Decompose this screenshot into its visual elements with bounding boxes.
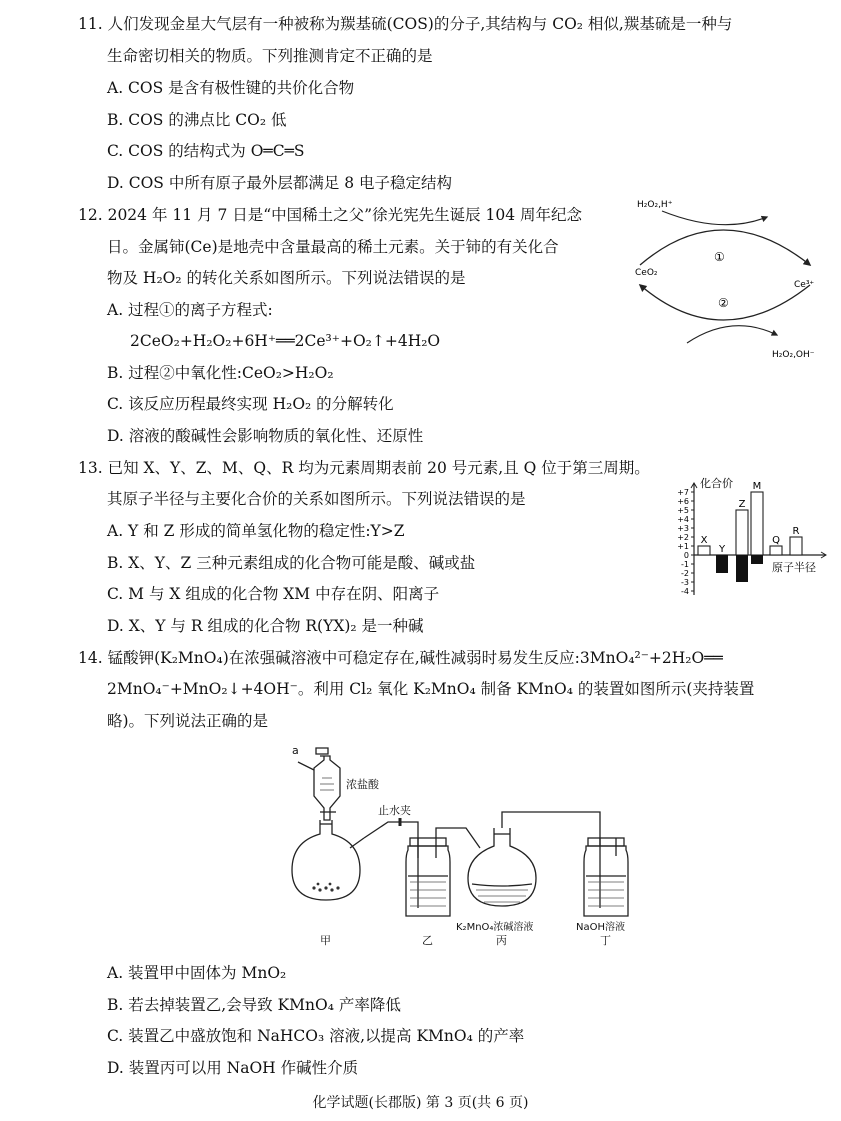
bar-positive-Q <box>770 546 782 555</box>
y-tick-label: +6 <box>677 497 689 506</box>
q14-option-d: D. 装置丙可以用 NaOH 作碱性介质 <box>107 1059 359 1077</box>
tube-to-ding <box>502 812 600 846</box>
label-circle-2: ② <box>718 296 729 310</box>
y-tick-label: +5 <box>677 506 689 515</box>
bar-positive-X <box>698 546 710 555</box>
y-tick-label: -3 <box>681 578 689 587</box>
bar-positive-R <box>790 537 802 555</box>
arc-process-1 <box>640 230 810 265</box>
bar-negative-Y <box>716 555 728 573</box>
q11-stem-line2: 生命密切相关的物质。下列推测肯定不正确的是 <box>107 47 433 65</box>
bottle-yi-stopper <box>410 838 446 846</box>
ce-cycle-diagram <box>632 195 832 365</box>
label-k2mno4-solution: K₂MnO₄浓碱溶液 <box>456 922 534 933</box>
q13-option-d: D. X、Y 与 R 组成的化合物 R(YX)₂ 是一种碱 <box>107 617 424 635</box>
q12-option-d: D. 溶液的酸碱性会影响物质的氧化性、还原性 <box>107 427 424 445</box>
y-tick-label: +1 <box>677 542 689 551</box>
dropping-funnel <box>314 756 340 820</box>
q14-option-c: C. 装置乙中盛放饱和 NaHCO₃ 溶液,以提高 KMnO₄ 的产率 <box>107 1027 525 1045</box>
q12-option-b: B. 过程②中氧化性:CeO₂>H₂O₂ <box>107 364 334 382</box>
y-tick-label: +3 <box>677 524 689 533</box>
bottle-ding <box>584 846 628 916</box>
q12-equation: 2CeO₂+H₂O₂+6H⁺══2Ce³⁺+O₂↑+4H₂O <box>130 332 441 350</box>
label-h2o2-h: H₂O₂,H⁺ <box>637 200 673 210</box>
category-label-Z: Z <box>738 499 746 510</box>
bottle-ding-stopper <box>588 838 624 846</box>
y-tick-label: +4 <box>677 515 689 524</box>
flask-bing <box>468 828 536 906</box>
q13-option-b: B. X、Y、Z 三种元素组成的化合物可能是酸、碱或盐 <box>107 554 476 572</box>
arc-reactant-1 <box>662 211 767 225</box>
flask-side-arm <box>350 838 364 848</box>
q11-option-b: B. COS 的沸点比 CO₂ 低 <box>107 111 287 129</box>
label-conc-hcl: 浓盐酸 <box>346 778 379 791</box>
bottle-yi <box>406 846 450 916</box>
q13-option-a: A. Y 和 Z 形成的简单氢化物的稳定性:Y>Z <box>107 522 405 540</box>
page-footer: 化学试题(长郡版) 第 3 页(共 6 页) <box>312 1095 529 1111</box>
category-label-M: M <box>752 481 762 492</box>
y-tick-label: -1 <box>681 560 689 569</box>
q12-stem-line1: 12. 2024 年 11 月 7 日是“中国稀土之父”徐光宪先生诞辰 104 周年纪念 <box>78 206 583 224</box>
apparatus-diagram <box>280 738 660 948</box>
q13-option-c: C. M 与 X 组成的化合物 XM 中存在阴、阳离子 <box>107 585 440 603</box>
label-yi: 乙 <box>422 934 433 947</box>
category-label-X: X <box>700 535 708 546</box>
q14-option-b: B. 若去掉装置乙,会导致 KMnO₄ 产率降低 <box>107 996 401 1014</box>
q11-option-a: A. COS 是含有极性键的共价化合物 <box>107 79 355 97</box>
q11-stem-line1: 11. 人们发现金星大气层有一种被称为羰基硫(COS)的分子,其结构与 CO₂ 相似,羰基硫是一种与 <box>78 15 733 33</box>
label-ce3: Ce³⁺ <box>794 280 815 290</box>
label-ding: 丁 <box>600 934 611 947</box>
q11-option-c: C. COS 的结构式为 O═C═S <box>107 142 305 160</box>
label-jia: 甲 <box>320 934 331 947</box>
label-naoh-solution: NaOH溶液 <box>576 922 625 933</box>
y-tick-label: -4 <box>681 587 689 596</box>
q12-stem-line3: 物及 H₂O₂ 的转化关系如图所示。下列说法错误的是 <box>107 269 466 287</box>
y-tick-label: +2 <box>677 533 689 542</box>
category-label-Q: Q <box>772 535 780 546</box>
category-label-Y: Y <box>718 544 726 555</box>
tube-to-yi <box>392 822 418 858</box>
label-clamp: 止水夹 <box>378 804 411 817</box>
category-label-R: R <box>792 526 800 537</box>
q14-stem-line2: 2MnO₄⁻+MnO₂↓+4OH⁻。利用 Cl₂ 氧化 K₂MnO₄ 制备 KMnO₄ 的装置如图所示(夹持装置 <box>107 680 755 698</box>
x-axis-label: 原子半径 <box>772 561 816 574</box>
label-ceo2: CeO₂ <box>635 268 658 278</box>
q13-stem-line2: 其原子半径与主要化合价的关系如图所示。下列说法错误的是 <box>107 490 526 508</box>
solid-particles <box>312 883 339 892</box>
q12-option-a: A. 过程①的离子方程式: <box>107 301 273 319</box>
y-tick-label: -2 <box>681 569 689 578</box>
bar-positive-Z <box>736 510 748 555</box>
bar-negative-M <box>751 555 763 564</box>
q12-option-c: C. 该反应历程最终实现 H₂O₂ 的分解转化 <box>107 395 394 413</box>
bar-positive-M <box>751 492 763 555</box>
label-bing: 丙 <box>496 934 507 947</box>
y-axis-label: 化合价 <box>700 477 733 490</box>
arc-reactant-2 <box>687 326 777 343</box>
pressure-tube <box>298 762 314 770</box>
q13-stem-line1: 13. 已知 X、Y、Z、M、Q、R 均为元素周期表前 20 号元素,且 Q 位于第三周期。 <box>78 459 650 477</box>
funnel-stopper <box>316 748 328 754</box>
q14-option-a: A. 装置甲中固体为 MnO₂ <box>107 964 287 982</box>
q11-option-d: D. COS 中所有原子最外层都满足 8 电子稳定结构 <box>107 174 453 192</box>
q14-stem-line1: 14. 锰酸钾(K₂MnO₄)在浓强碱溶液中可稳定存在,碱性减弱时易发生反应:3MnO₄²⁻+2H₂O══ <box>78 649 723 667</box>
q12-stem-line2: 日。金属铈(Ce)是地壳中含量最高的稀土元素。关于铈的有关化合 <box>107 238 559 256</box>
y-tick-label: +7 <box>677 488 689 497</box>
valence-chart <box>654 452 834 612</box>
bar-negative-Z <box>736 555 748 582</box>
label-circle-1: ① <box>714 250 725 264</box>
q14-stem-line3: 略)。下列说法正确的是 <box>107 712 269 730</box>
label-h2o2-oh: H₂O₂,OH⁻ <box>772 350 815 360</box>
y-tick-label: 0 <box>683 551 689 560</box>
label-a: a <box>292 744 299 757</box>
